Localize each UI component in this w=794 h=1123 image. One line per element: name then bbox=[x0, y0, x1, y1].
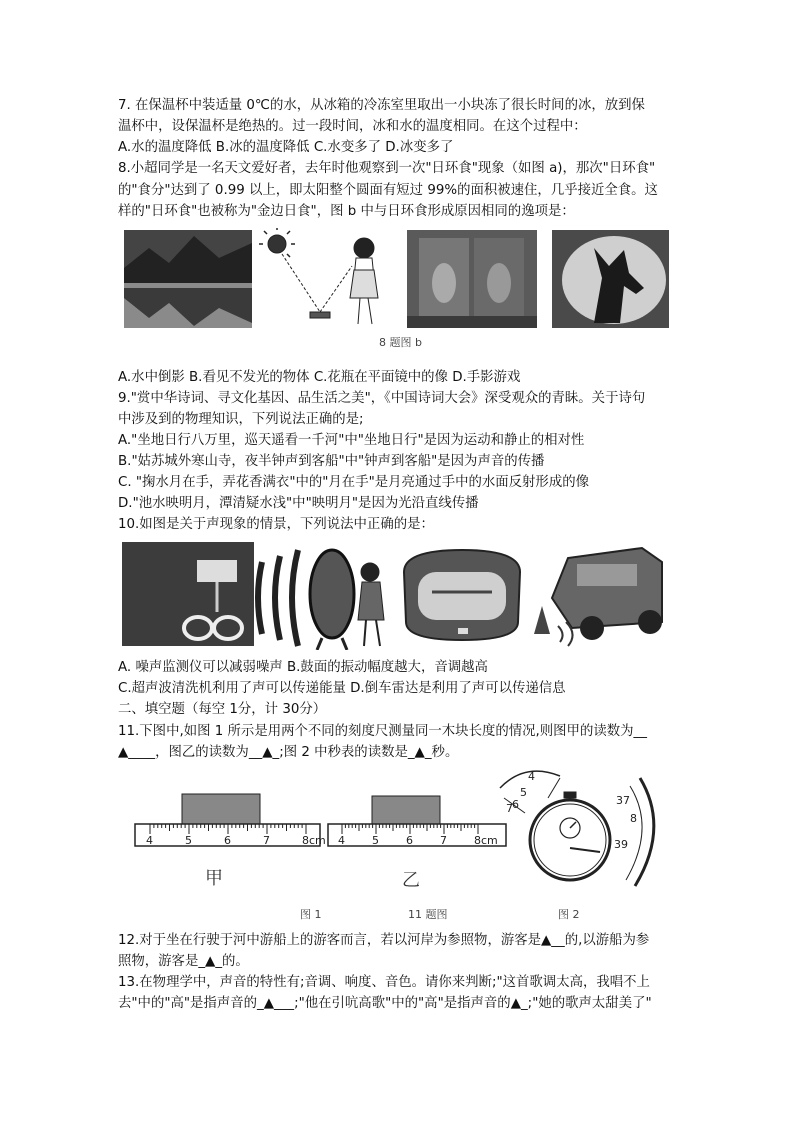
label-yi: 乙 bbox=[402, 870, 420, 891]
figure-8b bbox=[124, 228, 669, 368]
q7-options: A.水的温度降低 B.冰的温度降低 C.水变多了 D.冰变多了 bbox=[118, 140, 454, 155]
figure-8b-caption: 8 题图 b bbox=[379, 336, 422, 349]
ruler-tick-label: 5 bbox=[185, 834, 192, 847]
ruler-tick-label: 5 bbox=[372, 834, 379, 847]
stopwatch-label: 8 bbox=[630, 812, 637, 825]
hand-shadow-image bbox=[552, 230, 669, 328]
section-title: 二、填空题（每空 1分，计 30分） bbox=[118, 702, 327, 717]
q9-option-a: A."坐地日行八万里，巡天遥看一千河"中"坐地日行"是因为运动和静止的相对性 bbox=[118, 433, 585, 448]
figure-11 bbox=[130, 768, 670, 928]
q10-line1: 10.如图是关于声现象的情景，下列说法中正确的是： bbox=[118, 517, 434, 532]
noise-monitor-image bbox=[122, 542, 254, 646]
q8-options: A.水中倒影 B.看见不发光的物体 C.花瓶在平面镜中的像 D.手影游戏 bbox=[118, 370, 521, 385]
q9-line1: 9."赏中华诗词、寻文化基因、品生活之美"，《中国诗词大会》深受观众的青眛。关于诗句 bbox=[118, 391, 646, 406]
stopwatch-label: 39 bbox=[614, 838, 628, 851]
stopwatch-label: 7 bbox=[506, 802, 513, 815]
reversing-car-image bbox=[534, 548, 662, 646]
q9-option-d: D."池水映明月，潭清疑水浅"中"映明月"是因为光沿直线传播 bbox=[118, 496, 479, 511]
q11-line1: 11.下图中,如图 1 所示是用两个不同的刻度尺测量同一木块长度的情况,则图甲的读数为__ bbox=[118, 724, 647, 739]
ruler-tick-label: 8cm bbox=[302, 834, 326, 847]
q12-line1: 12.对于坐在行驶于河中游船上的游客而言，若以河岸为参照物，游客是▲__的,以游船为参 bbox=[118, 933, 650, 948]
q12-line2: 照物，游客是_▲_的。 bbox=[118, 954, 249, 969]
fig11-caption-1: 图 1 bbox=[300, 908, 322, 921]
q8-line1: 8.小超同学是一名天文爱好者，去年时他观察到一次"日环食"现象（如图 a)，那次"日环食" bbox=[118, 161, 656, 176]
ruler-tick-label: 4 bbox=[338, 834, 345, 847]
ruler-tick-label: 7 bbox=[263, 834, 270, 847]
fig11-caption-2: 11 题图 bbox=[408, 908, 448, 921]
stopwatch-label: 5 bbox=[520, 786, 527, 799]
q11-line2: ▲____，图乙的读数为__▲_;图 2 中秒表的读数是_▲_秒。 bbox=[118, 745, 459, 760]
q9-line2: 中涉及到的物理知识，下列说法正确的是; bbox=[118, 412, 364, 427]
figure-11-art bbox=[130, 768, 670, 928]
q7-line1: 7. 在保温杯中装适量 0℃的水，从冰箱的冷冻室里取出一小块冻了很长时间的冰，放到保 bbox=[118, 98, 645, 113]
q13-line1: 13.在物理学中，声音的特性有;音调、响度、音色。请你来判断;"这首歌调太高，我唱不上 bbox=[118, 975, 650, 990]
q8-line3: 样的"日环食"也被称为"金边日食"，图 b 中与日环食形成原因相同的逸项是： bbox=[118, 204, 575, 219]
stopwatch-label: 4 bbox=[528, 770, 535, 783]
ruler-tick-label: 6 bbox=[224, 834, 231, 847]
ruler-tick-label: 7 bbox=[440, 834, 447, 847]
q9-option-b: B."姑苏城外寒山寺，夜半钟声到客船"中"钟声到客船"是因为声音的传播 bbox=[118, 454, 545, 469]
figure-10 bbox=[122, 542, 668, 650]
label-jia: 甲 bbox=[205, 868, 223, 889]
ruler-tick-label: 4 bbox=[146, 834, 153, 847]
q10-options2: C.超声波清洗机利用了声可以传递能量 D.倒车雷达是利用了声可以传递信息 bbox=[118, 681, 566, 696]
q13-line2: 去"中的"高"是指声音的_▲___;"他在引吭高歌"中的"高"是指声音的▲_;"她的歌声太甜美了" bbox=[118, 996, 652, 1011]
ultrasonic-cleaner-image bbox=[404, 550, 520, 640]
lake-reflection-image bbox=[124, 230, 252, 328]
stopwatch-label: 6 bbox=[512, 798, 519, 811]
ruler-tick-label: 8cm bbox=[474, 834, 498, 847]
drum-sound-image bbox=[258, 550, 384, 650]
q10-options1: A. 噪声监测仪可以减弱噪声 B.鼓面的振动幅度越大，音调越高 bbox=[118, 660, 488, 675]
q7-line2: 温杯中，设保温杯是绝热的。过一段时间，冰和水的温度相同。在这个过程中： bbox=[118, 119, 587, 134]
girl-mirror-drawing bbox=[259, 228, 378, 324]
q9-option-c: C. "掬水月在手，弄花香满衣"中的"月在手"是月亮通过手中的水面反射形成的像 bbox=[118, 475, 589, 490]
figure-10-art bbox=[122, 542, 668, 650]
vase-mirror-image bbox=[407, 230, 537, 328]
q8-line2: 的"食分"达到了 0.99 以上，即太阳整个圆面有短过 99%的面积被速住，几乎接近全食。这 bbox=[118, 183, 658, 198]
fig11-caption-3: 图 2 bbox=[558, 908, 580, 921]
ruler-tick-label: 6 bbox=[406, 834, 413, 847]
stopwatch-label: 37 bbox=[616, 794, 630, 807]
